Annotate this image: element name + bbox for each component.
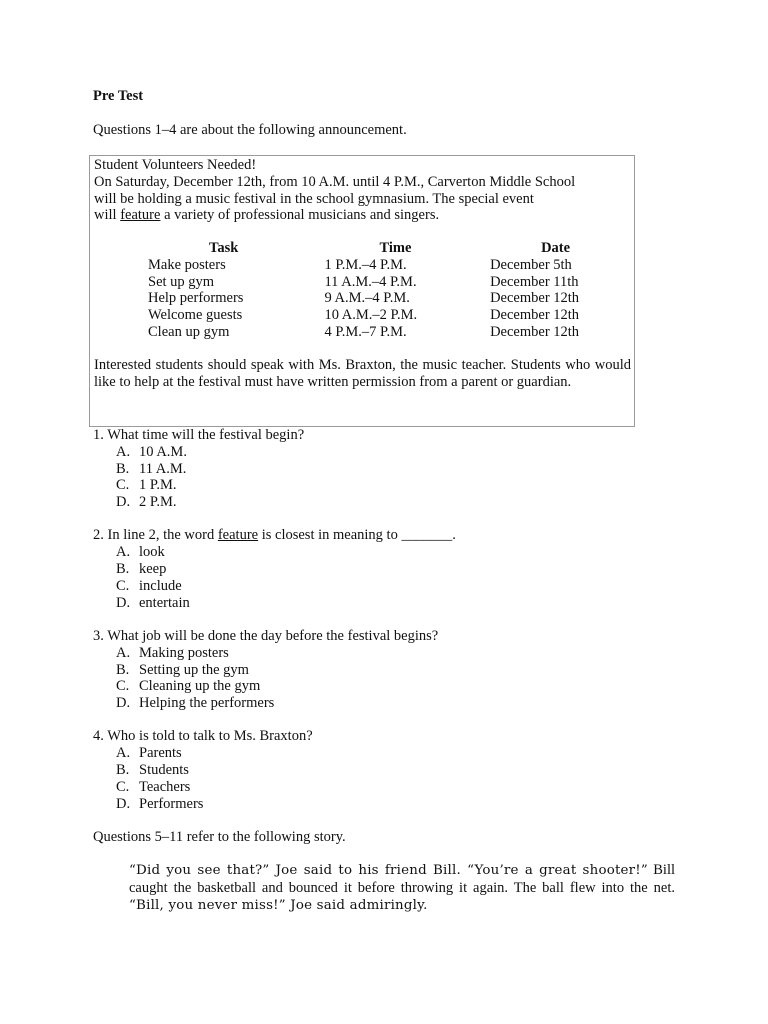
question-3 bbox=[93, 628, 653, 712]
answer-option bbox=[93, 796, 653, 813]
answer-option bbox=[93, 662, 653, 679]
option-letter: B. bbox=[116, 460, 130, 477]
table-row bbox=[148, 257, 634, 274]
story-dialogue-2: “Bill, you never miss!” Joe said admiringly. bbox=[129, 897, 428, 913]
option-text: Parents bbox=[139, 745, 182, 762]
answer-option bbox=[93, 544, 653, 561]
option-text: Teachers bbox=[139, 778, 191, 795]
question-stem: 1. What time will the festival begin? bbox=[93, 427, 305, 443]
question-list bbox=[93, 427, 653, 829]
option-letter: D. bbox=[116, 594, 131, 611]
line-3-end: a variety of professional musicians and singers. bbox=[160, 207, 440, 224]
task-cell: Welcome guests bbox=[148, 307, 243, 324]
option-letter: C. bbox=[116, 577, 130, 594]
answer-option bbox=[93, 645, 653, 662]
option-text: 11 A.M. bbox=[139, 460, 187, 477]
line-3-start: will bbox=[94, 207, 121, 224]
header-date: Date bbox=[541, 240, 571, 256]
option-text: entertain bbox=[139, 594, 190, 611]
answer-option bbox=[93, 444, 653, 461]
option-text: Making posters bbox=[139, 644, 229, 661]
schedule-header-row bbox=[148, 240, 634, 257]
option-letter: C. bbox=[116, 778, 130, 795]
answer-options bbox=[93, 444, 653, 511]
announcement-footer: Interested students should speak with Ms. Braxton, the music teacher. Students who would like to help at the festival must have written permission from a parent or guardian. bbox=[94, 357, 631, 390]
task-cell: Clean up gym bbox=[148, 323, 230, 340]
option-letter: A. bbox=[116, 644, 131, 661]
date-cell: December 12th bbox=[490, 323, 580, 340]
answer-option bbox=[93, 678, 653, 695]
option-letter: A. bbox=[116, 544, 131, 561]
option-text: 2 P.M. bbox=[139, 494, 177, 511]
option-letter: C. bbox=[116, 678, 130, 695]
option-text: Cleaning up the gym bbox=[139, 678, 261, 695]
announcement-line-1: On Saturday, December 12th, from 10 A.M. until 4 P.M., Carverton Middle School bbox=[94, 173, 576, 190]
option-letter: A. bbox=[116, 443, 131, 460]
header-time: Time bbox=[379, 240, 412, 256]
answer-options bbox=[93, 544, 653, 611]
page-title: Pre Test bbox=[93, 88, 144, 104]
option-text: 10 A.M. bbox=[139, 443, 187, 460]
option-letter: D. bbox=[116, 695, 131, 712]
option-letter: C. bbox=[116, 477, 130, 494]
question-4 bbox=[93, 728, 653, 812]
answer-option bbox=[93, 477, 653, 494]
announcement-heading: Student Volunteers Needed! bbox=[94, 157, 257, 173]
option-text: 1 P.M. bbox=[139, 477, 177, 494]
time-cell: 11 A.M.–4 P.M. bbox=[324, 273, 417, 290]
option-letter: D. bbox=[116, 795, 131, 812]
stem-end: is closest in meaning to _______. bbox=[258, 527, 456, 544]
question-stem: 4. Who is told to talk to Ms. Braxton? bbox=[93, 728, 313, 745]
option-text: Students bbox=[139, 762, 189, 779]
answer-option bbox=[93, 595, 653, 612]
story-dialogue: “Did you see that?” Joe said to his friend Bill. “You’re a great shooter!” bbox=[129, 863, 648, 878]
volunteer-schedule-table bbox=[148, 240, 634, 341]
answer-options bbox=[93, 745, 653, 812]
story-narration: Bill caught the basketball and bounced it before throwing it again. The ball flew into the net. bbox=[129, 862, 675, 896]
story-passage bbox=[129, 862, 675, 914]
table-row bbox=[148, 307, 634, 324]
answer-option bbox=[93, 494, 653, 511]
option-text: Helping the performers bbox=[139, 695, 275, 712]
announcement-text bbox=[94, 157, 631, 224]
answer-option bbox=[93, 695, 653, 712]
option-letter: B. bbox=[116, 561, 130, 578]
question-2 bbox=[93, 527, 653, 611]
option-text: look bbox=[139, 544, 165, 561]
option-letter: B. bbox=[116, 762, 130, 779]
time-cell: 9 A.M.–4 P.M. bbox=[324, 290, 410, 307]
question-stem: 3. What job will be done the day before the festival begins? bbox=[93, 627, 439, 644]
option-letter: A. bbox=[116, 745, 131, 762]
task-cell: Set up gym bbox=[148, 273, 215, 290]
option-text: Performers bbox=[139, 795, 204, 812]
story-intro: Questions 5–11 refer to the following story. bbox=[93, 829, 346, 845]
answer-option bbox=[93, 461, 653, 478]
announcement-line-3 bbox=[94, 207, 631, 224]
table-row bbox=[148, 274, 634, 291]
answer-option bbox=[93, 779, 653, 796]
header-task: Task bbox=[209, 240, 239, 256]
option-letter: B. bbox=[116, 661, 130, 678]
stem-underlined-word: feature bbox=[217, 527, 259, 544]
announcement-box bbox=[89, 155, 635, 427]
time-cell: 4 P.M.–7 P.M. bbox=[324, 323, 407, 340]
option-text: keep bbox=[139, 561, 167, 578]
feature-word: feature bbox=[120, 207, 161, 224]
announcement-line-2: will be holding a music festival in the school gymnasium. The special event bbox=[94, 190, 534, 207]
answer-option bbox=[93, 745, 653, 762]
option-text: include bbox=[139, 577, 182, 594]
task-cell: Help performers bbox=[148, 290, 244, 307]
stem-start: 2. In line 2, the word bbox=[93, 527, 218, 544]
table-row bbox=[148, 290, 634, 307]
question-1 bbox=[93, 427, 653, 511]
date-cell: December 5th bbox=[490, 256, 572, 273]
option-text: Setting up the gym bbox=[139, 661, 249, 678]
date-cell: December 11th bbox=[490, 273, 579, 290]
date-cell: December 12th bbox=[490, 290, 580, 307]
answer-option bbox=[93, 762, 653, 779]
date-cell: December 12th bbox=[490, 307, 580, 324]
answer-option bbox=[93, 561, 653, 578]
table-row bbox=[148, 324, 634, 341]
time-cell: 1 P.M.–4 P.M. bbox=[324, 256, 407, 273]
option-letter: D. bbox=[116, 494, 131, 511]
time-cell: 10 A.M.–2 P.M. bbox=[324, 307, 418, 324]
announcement-intro: Questions 1–4 are about the following announcement. bbox=[93, 122, 407, 138]
question-stem bbox=[93, 527, 653, 544]
task-cell: Make posters bbox=[148, 256, 226, 273]
answer-options bbox=[93, 645, 653, 712]
answer-option bbox=[93, 578, 653, 595]
